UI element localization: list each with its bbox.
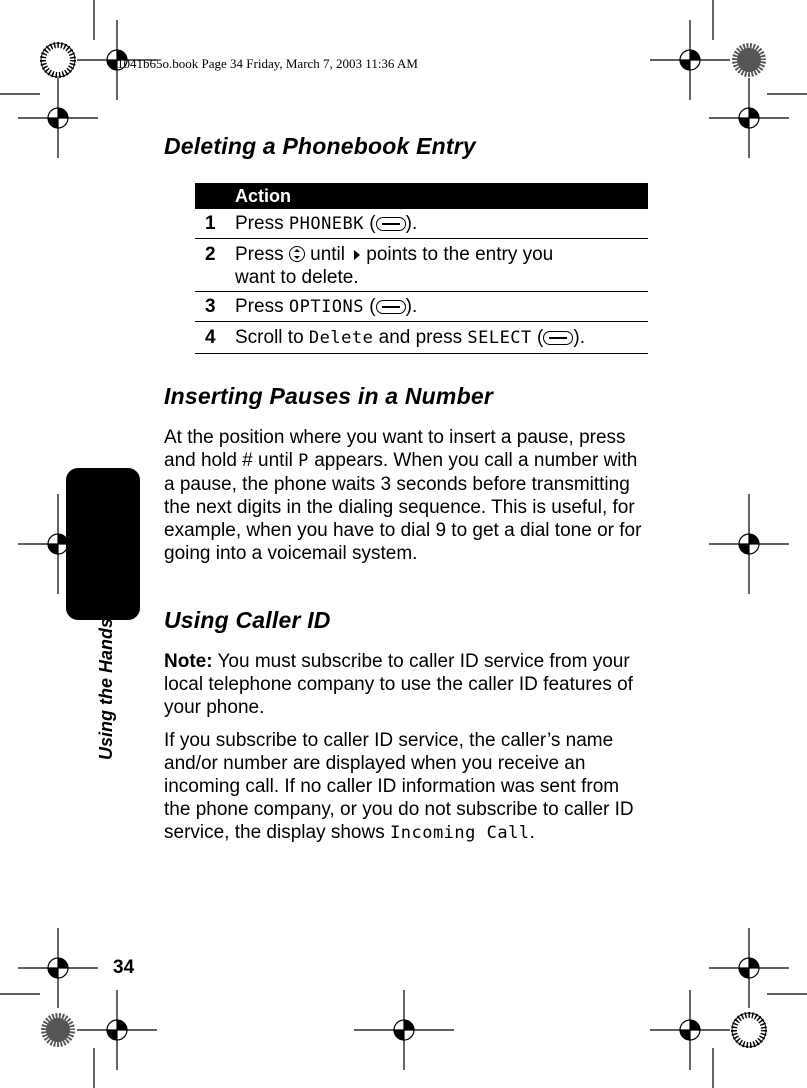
softkey-icon (376, 300, 406, 314)
sidebar-chapter-label: Using the Handset (96, 601, 116, 760)
step-number: 1 (205, 213, 216, 234)
table-row (195, 239, 648, 292)
step-text: Press until points to the entry you want to delete. (235, 244, 554, 288)
step-number: 4 (205, 327, 216, 348)
callerid-paragraph: If you subscribe to caller ID service, the caller’s name and/or number are displayed when you receive an incoming call. If no caller ID information was sent from the phone company, or you do not subscribe to caller ID service, the display shows Incoming Call. (164, 730, 634, 843)
note-paragraph: Note: You must subscribe to caller ID service from your local telephone company to use the caller ID features of your phone. (164, 651, 633, 718)
step-number: 3 (205, 296, 216, 317)
softkey-icon (543, 331, 573, 345)
table-header: Action (195, 183, 648, 209)
step-text: Press PHONEBK ( ). (235, 213, 418, 234)
action-table (195, 183, 648, 354)
pointer-icon (354, 250, 360, 260)
softkey-icon (376, 217, 406, 231)
note-label: Note: (164, 651, 213, 672)
table-row (195, 322, 648, 354)
nav-key-icon (289, 246, 305, 262)
step-text: Press OPTIONS ( ). (235, 296, 418, 317)
step-number: 2 (205, 244, 216, 265)
section-title-callerid: Using Caller ID (164, 607, 331, 633)
menu-item-label: Delete (308, 328, 374, 348)
display-text: Incoming Call (390, 823, 530, 843)
section-title-pauses: Inserting Pauses in a Number (164, 383, 493, 409)
step-text: Scroll to Delete and press SELECT ( ). (235, 327, 585, 348)
table-row (195, 209, 648, 239)
softkey-label: SELECT (467, 328, 532, 348)
table-row (195, 292, 648, 322)
pauses-paragraph: At the position where you want to insert a pause, press and hold # until P appears. When you call a number with a pause, the phone waits 3 seconds before transmitting the next digits in the dialing sequence. This is useful, for example, when you have to dial 9 to get a dial tone or for going into a voicemail system. (164, 427, 642, 564)
softkey-label: PHONEBK (288, 214, 365, 234)
softkey-label: OPTIONS (288, 297, 365, 317)
print-header: 1041b65o.book Page 34 Friday, March 7, 2003 11:36 AM (117, 56, 418, 71)
page-number: 34 (113, 957, 135, 978)
pause-char: P (298, 451, 309, 471)
section-tab-marker (66, 468, 140, 620)
section-title-deleting: Deleting a Phonebook Entry (164, 133, 476, 159)
